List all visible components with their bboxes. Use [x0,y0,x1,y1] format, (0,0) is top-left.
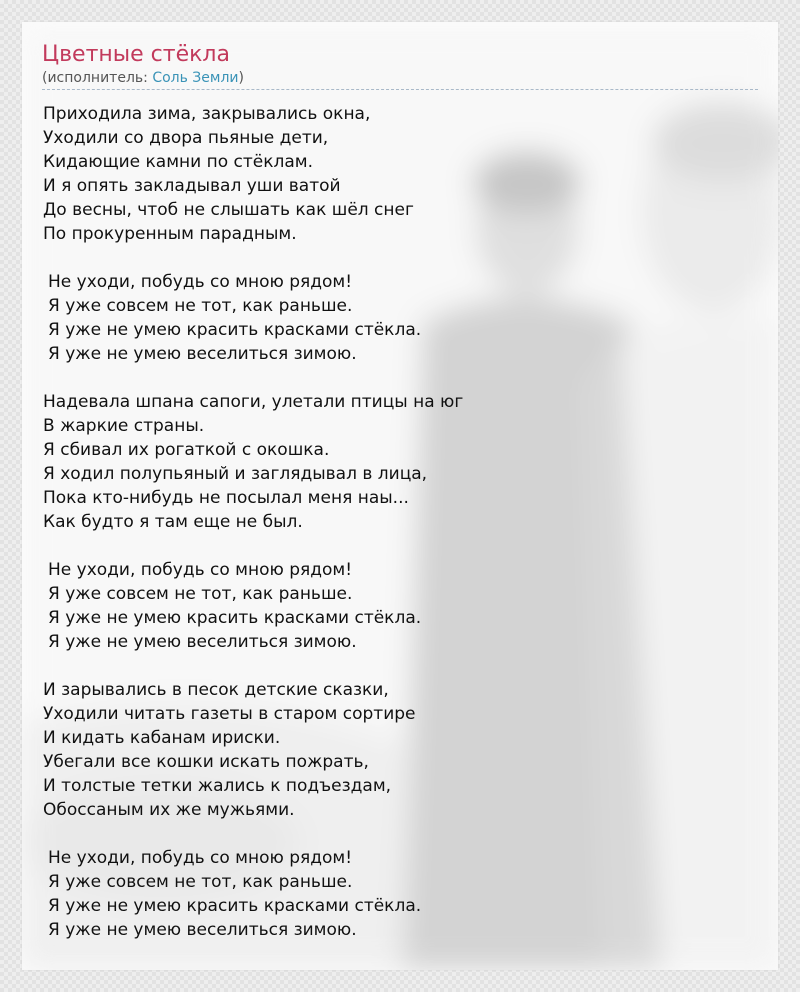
lyrics-text [43,102,463,966]
lyric-line: Не уходи, побудь со мною рядом! [48,848,353,868]
lyric-line: Уходили со двора пьяные дети, [43,128,329,148]
artist-line [42,69,244,87]
lyric-line: Я сбивал их рогаткой с окошка. [43,440,330,460]
lyric-line: Убегали все кошки искать пожрать, [43,752,369,772]
verse-stanza [43,102,463,246]
lyric-line: До весны, чтоб не слышать как шёл снег [43,200,414,220]
lyric-line: Не уходи, побудь со мною рядом! [48,272,353,292]
lyric-line: Как будто я там еще не был. [43,512,303,532]
lyric-line: Я уже не умею веселиться зимою. [48,632,357,652]
artist-link[interactable]: Соль Земли [152,70,239,86]
lyric-line: В жаркие страны. [43,416,205,436]
artist-suffix: ) [238,70,244,86]
lyric-line: Обоссаным их же мужьями. [43,800,295,820]
lyric-line: И зарывались в песок детские сказки, [43,680,389,700]
lyric-line: Я уже не умею веселиться зимою. [48,344,357,364]
verse-stanza [43,678,463,822]
lyric-line: По прокуренным парадным. [43,224,297,244]
title-divider [42,89,758,90]
verse-stanza [43,390,463,534]
lyric-line: Пока кто-нибудь не посылал меня наы... [43,488,409,508]
lyric-line: Уходили читать газеты в старом сортире [43,704,416,724]
chorus-stanza [43,846,463,942]
lyric-line: И я опять закладывал уши ватой [43,176,341,196]
lyric-line: Не уходи, побудь со мною рядом! [48,560,353,580]
lyric-line: Я уже не умею красить красками стёкла. [48,608,422,628]
lyrics-card [22,22,778,970]
lyric-line: Я уже не умею красить красками стёкла. [48,320,422,340]
lyric-line: Я уже совсем не тот, как раньше. [48,584,353,604]
lyric-line: И толстые тетки жались к подъездам, [43,776,392,796]
lyric-line: Я уже совсем не тот, как раньше. [48,296,353,316]
lyric-line: Я уже не умею красить красками стёкла. [48,896,422,916]
chorus-stanza [43,270,463,366]
lyric-line: Приходила зима, закрывались окна, [43,104,371,124]
chorus-stanza [43,558,463,654]
lyric-line: И кидать кабанам ириски. [43,728,281,748]
lyric-line: Я ходил полупьяный и заглядывал в лица, [43,464,428,484]
lyric-line: Надевала шпана сапоги, улетали птицы на юг [43,392,464,412]
artist-prefix: (исполнитель: [42,70,153,86]
lyric-line: Я уже совсем не тот, как раньше. [48,872,353,892]
song-title: Цветные стёкла [42,42,230,67]
lyric-line: Кидающие камни по стёклам. [43,152,314,172]
lyric-line: Я уже не умею веселиться зимою. [48,920,357,940]
